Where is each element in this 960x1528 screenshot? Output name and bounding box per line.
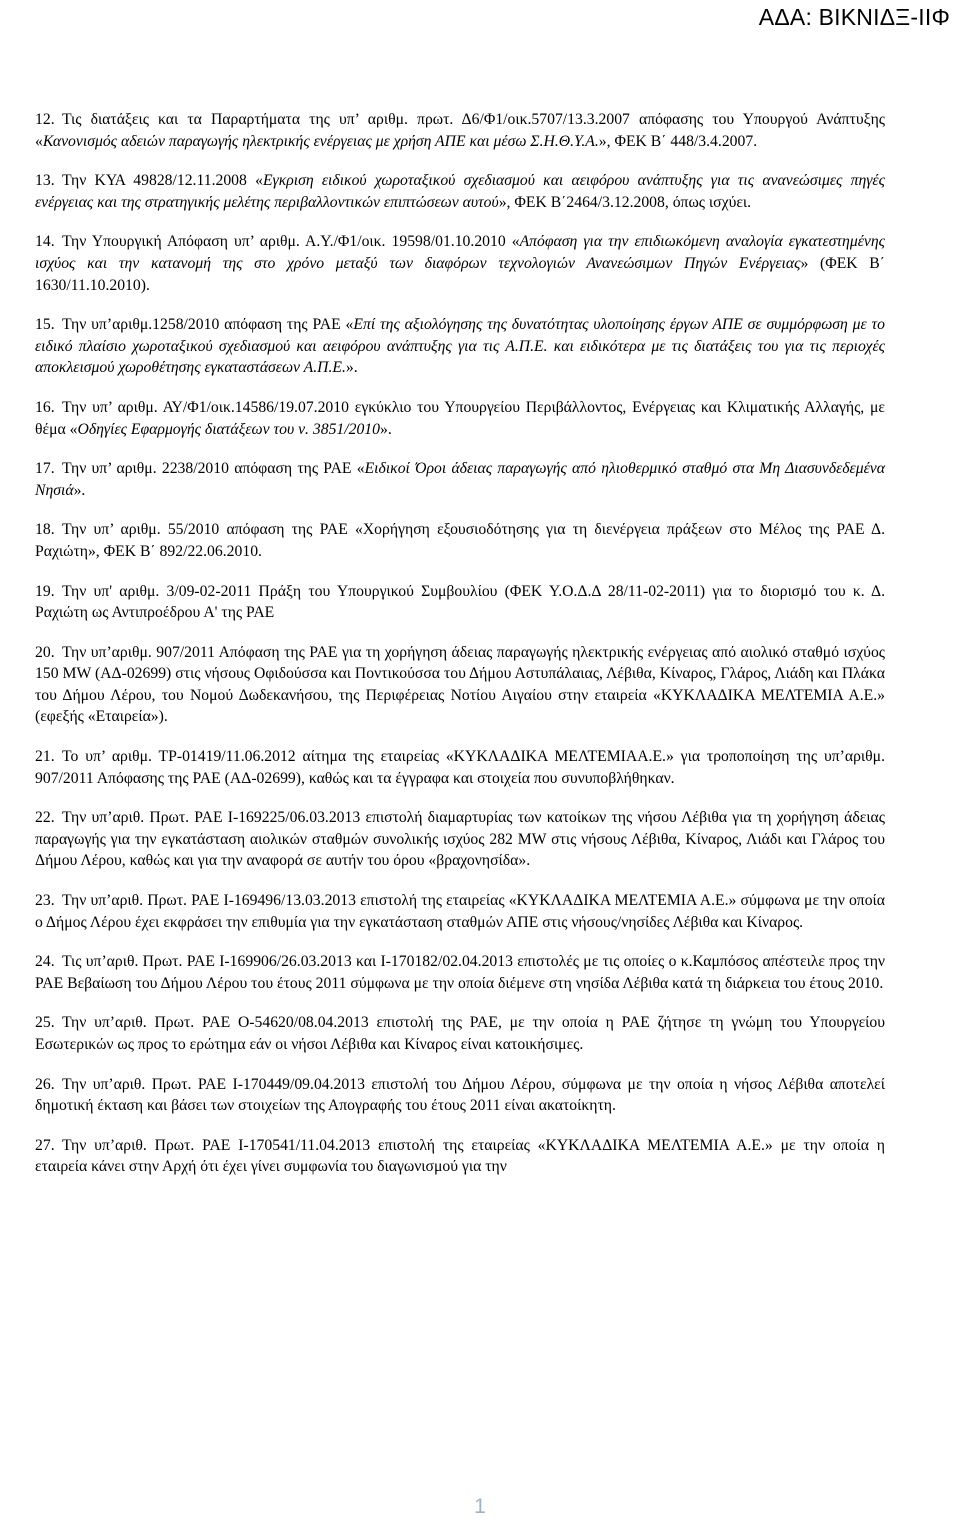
clause-number: 18. [35, 521, 55, 539]
clause-text: » (ΦΕΚ Β΄ 1630/11.10.2010). [35, 254, 885, 294]
clause-number: 13. [35, 172, 55, 190]
clause-number: 27. [35, 1136, 55, 1154]
clause-text: ». [380, 420, 392, 438]
clause-text: Το υπ’ αριθμ. ΤΡ-01419/11.06.2012 αίτημα της εταιρείας «ΚΥΚΛΑΔΙΚΑ ΜΕΛΤΕΜΙΑΑ.Ε.» για τροποποίηση της υπ’αριθμ. 907/2011 Απόφασης της ΡΑΕ (ΑΔ-02699), καθώς και τα έγγραφα και στοιχεία που συνυποβλήθηκαν. [35, 748, 885, 787]
clause-text: Την υπ’αριθ. Πρωτ. ΡΑΕ Ι-169496/13.03.2013 επιστολή της εταιρείας «ΚΥΚΛΑΔΙΚΑ ΜΕΛΤΕΜΙΑ Α.Ε.» σύμφωνα με την οποία ο Δήμος Λέρου έχει εκφράσει την επιθυμία για την εγκατάσταση σταθμών ΑΠΕ στις νήσους/νησίδες Λέβιθα και Κίναρος. [35, 892, 885, 931]
page-number: 1 [474, 1495, 486, 1518]
clause-number: 17. [35, 460, 55, 478]
clause-text: Την Υπουργική Απόφαση υπ’ αριθμ. Α.Υ./Φ1/οικ. 19598/01.10.2010 « [62, 233, 520, 251]
clause-item [35, 642, 885, 728]
clause-number: 15. [35, 316, 55, 334]
clause-item [35, 397, 885, 440]
clause-text: Την υπ’ αριθμ. 2238/2010 απόφαση της ΡΑΕ « [62, 460, 365, 478]
clause-text: Την υπ’αριθμ.1258/2010 απόφαση της ΡΑΕ « [62, 316, 354, 334]
clause-number: 26. [35, 1075, 55, 1093]
clause-text: Την υπ’ αριθμ. ΑΥ/Φ1/οικ.14586/19.07.2010 εγκύκλιο του Υπουργείου Περιβάλλοντος, Ενέργειας και Κλιματικής Αλλαγής, με θέμα « [35, 398, 885, 438]
clause-item [35, 109, 885, 152]
clause-text: Τις διατάξεις και τα Παραρτήματα της υπ’ αριθμ. πρωτ. Δ6/Φ1/οικ.5707/13.3.2007 απόφασης του Υπουργού Ανάπτυξης « [35, 111, 885, 150]
clause-text: ». [345, 359, 358, 377]
clause-item [35, 807, 885, 872]
clause-item [35, 951, 885, 994]
clause-item [35, 170, 885, 213]
document-body [35, 109, 885, 1196]
clause-quoted-title: Απόφαση για την επιδιωκόμενη αναλογία εγκατεστημένης ισχύος και την κατανομή της στο χρόνο μεταξύ των διαφόρων τεχνολογιών Ανανεώσιμων Πηγών Ενέργειας [35, 233, 885, 272]
clause-item [35, 1074, 885, 1117]
clause-item [35, 458, 885, 501]
clause-text: ». [73, 481, 86, 499]
clause-quoted-title: Επί της αξιολόγησης της δυνατότητας υλοποίησης έργων ΑΠΕ σε συμμόρφωση με το ειδικό πλαίσιο χωροταξικού σχεδιασμού και αειφόρου ανάπτυξης για τις Α.Π.Ε. και ειδικότερα με τις διατάξεις του για τις περιοχές αποκλεισμού χωροθέτησης εγκαταστάσεων Α.Π.Ε. [35, 316, 886, 377]
clause-text: Την υπ’αριθ. Πρωτ. ΡΑΕ Ι-170541/11.04.2013 επιστολή της εταιρείας «ΚΥΚΛΑΔΙΚΑ ΜΕΛΤΕΜΙΑ Α.Ε.» με την οποία η εταιρεία κάνει στην Αρχή ότι έχει γίνει συμφωνία του διαγωνισμού για την [35, 1136, 885, 1176]
clause-quoted-title: Οδηγίες Εφαρμογής διατάξεων του ν. 3851/2010 [77, 420, 380, 438]
clause-item [35, 581, 885, 624]
clause-text: Την υπ’αριθ. Πρωτ. ΡΑΕ Ο-54620/08.04.2013 επιστολή της ΡΑΕ, με την οποία η ΡΑΕ ζήτησε τη γνώμη του Υπουργείου Εσωτερικών ως προς το ερώτημα εάν οι νήσοι Λέβιθα και Κίναρος είναι κατοικήσιμες. [35, 1014, 885, 1053]
clause-number: 23. [35, 892, 55, 910]
clause-number: 21. [35, 748, 55, 766]
clause-text: Την υπ’αριθ. Πρωτ. ΡΑΕ Ι-170449/09.04.2013 επιστολή του Δήμου Λέρου, σύμφωνα με την οποία η νήσος Λέβιθα αποτελεί δημοτική έκταση και βάσει των στοιχείων της Απογραφής του έτους 2011 είναι ακατοίκητη. [35, 1075, 885, 1115]
clause-number: 16. [35, 398, 55, 416]
clause-text: », ΦΕΚ Β΄ 448/3.4.2007. [598, 132, 758, 150]
clause-item [35, 1012, 885, 1055]
clause-number: 14. [35, 233, 55, 251]
clause-text: Την υπ' αριθμ. 3/09-02-2011 Πράξη του Υπουργικού Συμβουλίου (ΦΕΚ Υ.Ο.Δ.Δ 28/11-02-2011) για το διορισμό του κ. Δ. Ραχιώτη ως Αντιπροέδρου Α' της ΡΑΕ [35, 582, 885, 622]
clause-quoted-title: Εγκριση ειδικού χωροταξικού σχεδιασμού και αειφόρου ανάπτυξης για τις ανανεώσιμες πηγές ενέργειας και της στρατηγικής μελέτης περιβαλλοντικών επιπτώσεων αυτού [35, 172, 885, 211]
clause-text: Την υπ’αριθμ. 907/2011 Απόφαση της ΡΑΕ για τη χορήγηση άδειας παραγωγής ηλεκτρικής ενέργειας από αιολικό σταθμό ισχύος 150 MW (ΑΔ-02699) στις νήσους Οφιδούσσα και Ποντικούσσα του Δήμου Αστυπάλαιας, Λέβιθα, Κίναρος, Γλάρος, Λιάδη και Πλάκα του Δήμου Λέρου, του Νομού Δωδεκανήσου, της Περιφέρειας Νοτίου Αιγαίου στην εταιρεία «ΚΥΚΛΑΔΙΚΑ ΜΕΛΤΕΜΙΑ Α.Ε.» (εφεξής «Εταιρεία»). [35, 643, 885, 726]
clause-item [35, 890, 885, 933]
clause-number: 20. [35, 643, 55, 661]
clause-text: Την ΚΥΑ 49828/12.11.2008 « [62, 172, 263, 190]
clause-text: », ΦΕΚ Β΄2464/3.12.2008, όπως ισχύει. [498, 193, 752, 211]
clause-number: 19. [35, 582, 55, 600]
clause-text: Την υπ’ αριθμ. 55/2010 απόφαση της ΡΑΕ «Χορήγηση εξουσιοδότησης για τη διενέργεια πράξεων στο Μέλος της ΡΑΕ Δ. Ραχιώτη», ΦΕΚ Β΄ 892/22.06.2010. [35, 521, 885, 560]
clause-number: 25. [35, 1014, 55, 1032]
clause-number: 12. [35, 111, 55, 128]
clause-item [35, 314, 885, 379]
clause-quoted-title: Κανονισμός αδειών παραγωγής ηλεκτρικής ενέργειας με χρήση ΑΠΕ και μέσω Σ.Η.Θ.Υ.Α. [42, 132, 599, 150]
clause-number: 22. [35, 809, 55, 827]
document-header-ada: ΑΔΑ: ΒΙΚΝΙΔΞ-ΙΙΦ [758, 4, 950, 30]
clause-item [35, 231, 885, 296]
clause-item [35, 519, 885, 562]
clause-item [35, 1135, 885, 1178]
clause-text: Τις υπ’αριθ. Πρωτ. ΡΑΕ Ι-169906/26.03.2013 και Ι-170182/02.04.2013 επιστολές με τις οποίες ο κ.Καμπόσος απέστειλε προς την ΡΑΕ Βεβαίωση του Δήμου Λέρου του έτους 2011 σύμφωνα με την οποία διέμενε στη νησίδα Λέβιθα κατά τη διάρκεια του έτους 2010. [35, 953, 885, 992]
clause-quoted-title: Ειδικοί Όροι άδειας παραγωγής από ηλιοθερμικό σταθμό στα Μη Διασυνδεδεμένα Νησιά [35, 460, 885, 499]
clause-item [35, 746, 885, 789]
clause-number: 24. [35, 953, 55, 971]
clause-text: Την υπ’αριθ. Πρωτ. ΡΑΕ Ι-169225/06.03.2013 επιστολή διαμαρτυρίας των κατοίκων της νήσου Λέβιθα για τη χορήγηση άδειας παραγωγής για την εγκατάσταση αιολικών σταθμών συνολικής ισχύος 282 MW στις νήσους Λέβιθα, Κίναρος, Λιάδι και Γλάρος του Δήμου Λέρου, καθώς και για την αναφορά σε αυτήν του όρου «βραχονησίδα». [35, 809, 885, 870]
